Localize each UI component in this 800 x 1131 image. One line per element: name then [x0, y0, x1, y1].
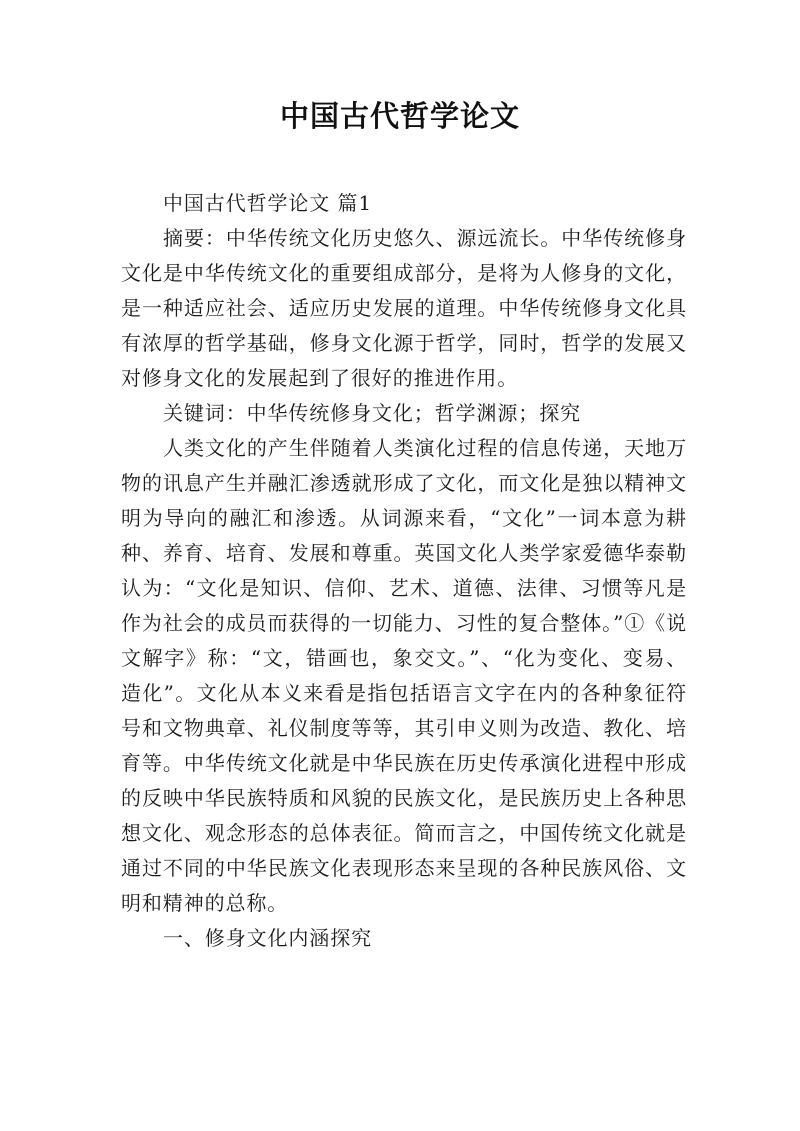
section-heading: 一、修身文化内涵探究: [163, 926, 372, 950]
document-body: [121, 186, 687, 956]
abstract-paragraph: 摘要：中华传统文化历史悠久、源远流长。中华传统修身文化是中华传统文化的重要组成部分，是将为人修身的文化，是一种适应社会、适应历史发展的道理。中华传统修身文化具有浓厚的哲学基础，修身文化源于哲学，同时，哲学的发展又对修身文化的发展起到了很好的推进作用。: [121, 226, 687, 390]
body-paragraph: 人类文化的产生伴随着人类演化过程的信息传递，天地万物的讯息产生并融汇渗透就形成了文化，而文化是独以精神文明为导向的融汇和渗透。从词源来看，“文化”一词本意为耕种、养育、培育、发展和尊重。英国文化人类学家爱德华泰勒认为：“文化是知识、信仰、艺术、道德、法律、习惯等凡是作为社会的成员而获得的一切能力、习性的复合整体。”①《说文解字》称：“文，错画也，象交文。”、“化为变化、变易、造化”。文化从本义来看是指包括语言文字在内的各种象征符号和文物典章、礼仪制度等等，其引申义则为改造、教化、培育等。中华传统文化就是中华民族在历史传承演化进程中形成的反映中华民族特质和风貌的民族文化，是民族历史上各种思想文化、观念形态的总体表征。简而言之，中国传统文化就是通过不同的中华民族文化表现形态来呈现的各种民族风俗、文明和精神的总称。: [121, 436, 687, 915]
document-title: 中国古代哲学论文: [279, 99, 520, 133]
keywords-paragraph: 关键词：中华传统修身文化；哲学渊源；探究: [163, 401, 581, 425]
section-label: 中国古代哲学论文 篇1: [163, 191, 372, 215]
